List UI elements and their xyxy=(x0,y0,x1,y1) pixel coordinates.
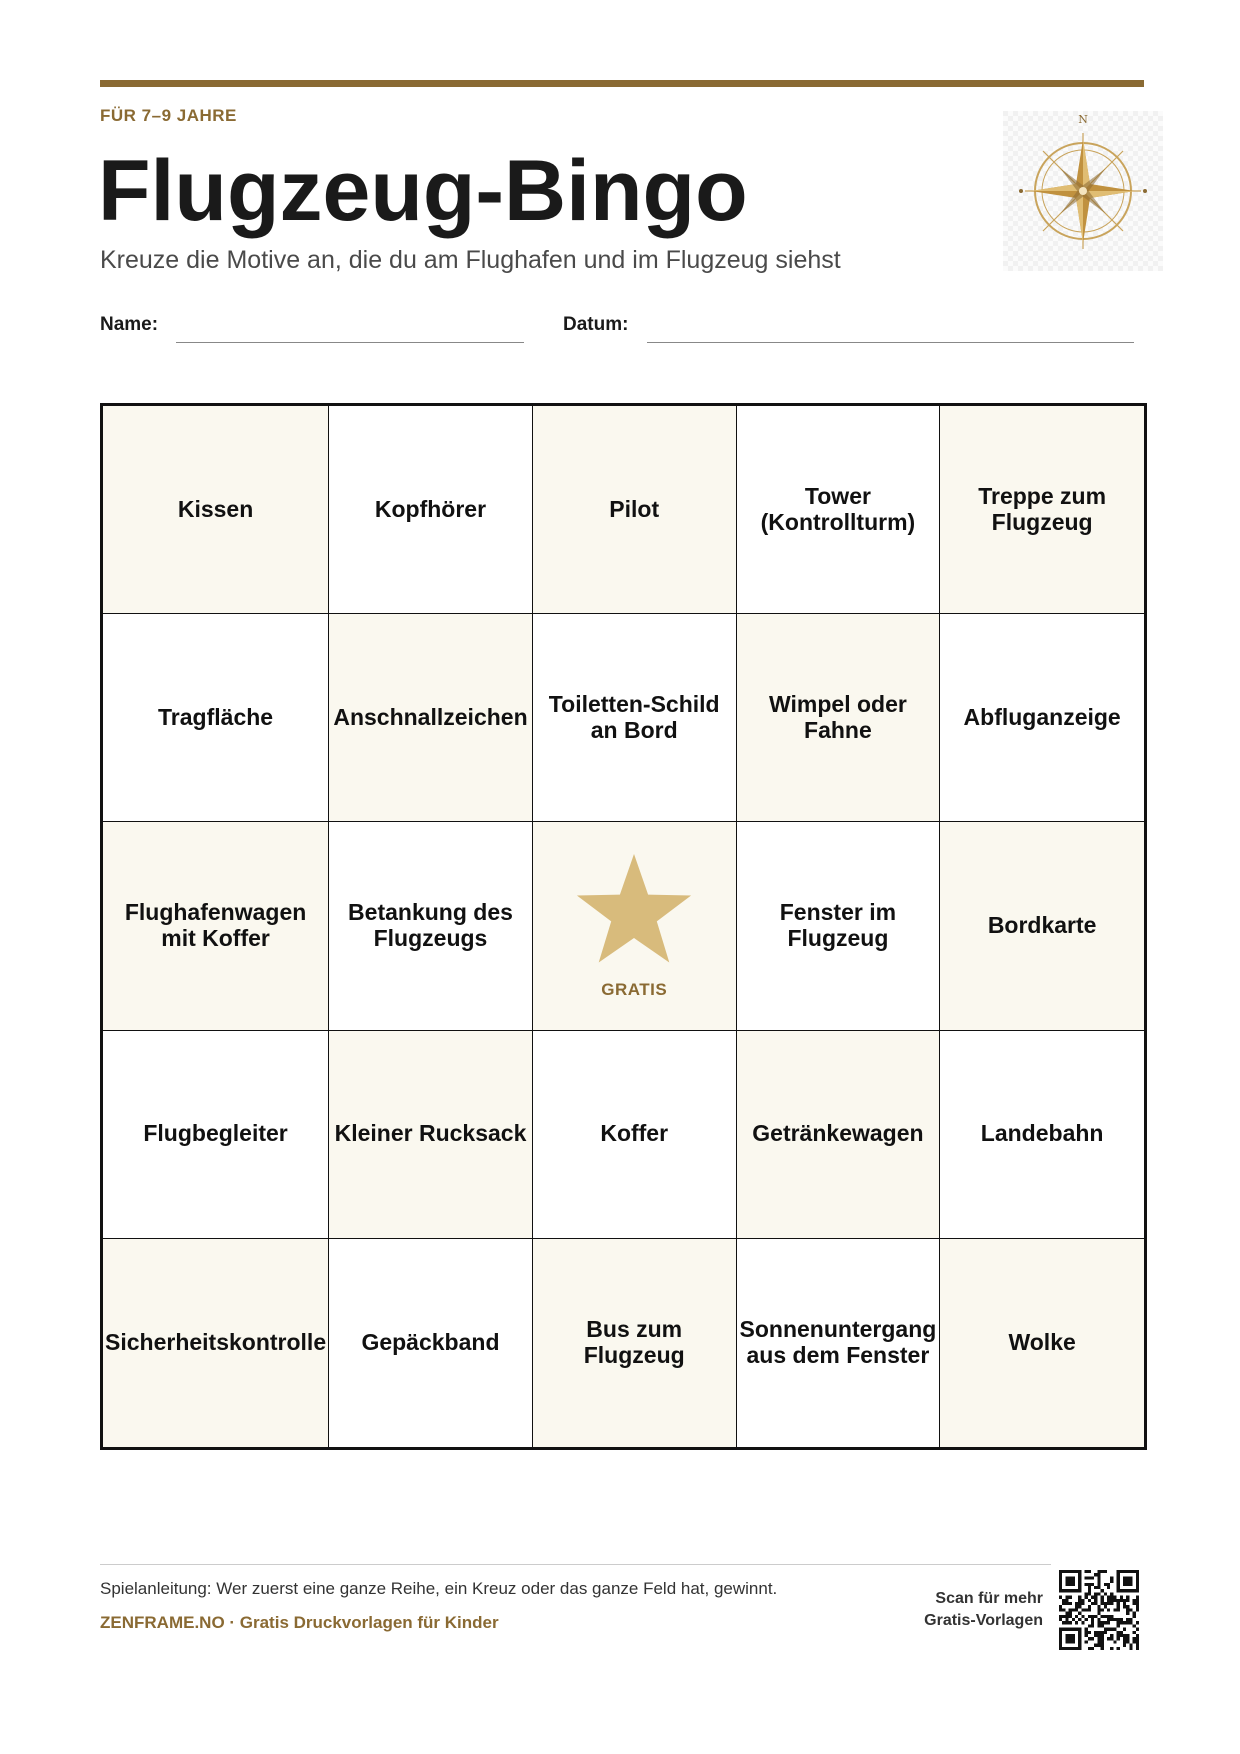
bingo-cell-label: Flugbegleiter xyxy=(143,1120,288,1147)
bingo-cell-label: Getränkewagen xyxy=(752,1120,924,1147)
bingo-cell[interactable] xyxy=(940,1031,1144,1239)
bingo-cell[interactable] xyxy=(940,822,1144,1030)
bingo-cell[interactable] xyxy=(329,406,533,614)
bingo-cell[interactable] xyxy=(737,614,941,822)
bingo-cell-label: Landebahn xyxy=(980,1120,1104,1147)
bingo-cell[interactable] xyxy=(329,822,533,1030)
bingo-cell-label: Fenster im Flugzeug xyxy=(779,899,897,951)
bingo-cell[interactable] xyxy=(737,1239,941,1447)
bingo-cell[interactable] xyxy=(103,406,329,614)
bingo-cell-label: Bus zum Flugzeug xyxy=(583,1316,685,1368)
age-label: FÜR 7–9 JAHRE xyxy=(100,106,237,125)
bingo-cell[interactable] xyxy=(329,1239,533,1447)
compass-north-label: N xyxy=(1078,113,1088,126)
bingo-cell-label: Flughafenwagen mit Koffer xyxy=(124,899,307,951)
bingo-cell-label: Treppe zum Flugzeug xyxy=(978,482,1107,535)
compass-rose-icon xyxy=(1003,111,1163,271)
bingo-cell-label: Anschnallzeichen xyxy=(333,703,528,730)
bingo-cell-label: Kleiner Rucksack xyxy=(334,1120,527,1147)
bingo-cell[interactable] xyxy=(533,614,737,822)
bingo-cell[interactable] xyxy=(737,406,941,614)
bingo-cell-label: Bordkarte xyxy=(987,912,1097,939)
game-instructions: Spielanleitung: Wer zuerst eine ganze Reihe, ein Kreuz oder das ganze Feld hat, gewinnt. xyxy=(100,1579,778,1598)
top-rule xyxy=(100,80,1144,87)
bingo-cell[interactable] xyxy=(940,406,1144,614)
bingo-cell-label: Betankung des Flugzeugs xyxy=(348,899,513,951)
footer-rule xyxy=(100,1564,1051,1565)
bingo-cell[interactable] xyxy=(103,614,329,822)
bingo-cell[interactable] xyxy=(940,1239,1144,1447)
name-label: Name: xyxy=(100,314,159,335)
free-space-cell[interactable] xyxy=(533,822,737,1030)
bingo-cell[interactable] xyxy=(329,1031,533,1239)
scan-hint-line-2: Gratis-Vorlagen xyxy=(924,1612,1043,1630)
date-label: Datum: xyxy=(563,314,629,335)
free-space-label: GRATIS xyxy=(601,980,668,1000)
page-title: Flugzeug-Bingo xyxy=(98,143,748,239)
name-field[interactable] xyxy=(176,342,524,343)
bingo-board xyxy=(100,403,1147,1450)
bingo-cell-label: Sonnenuntergang aus dem Fenster xyxy=(739,1316,937,1368)
bingo-cell-label: Sicherheitskontrolle xyxy=(105,1329,327,1356)
date-field[interactable] xyxy=(647,342,1134,343)
bingo-cell-label: Tower (Kontrollturm) xyxy=(760,482,916,535)
brand-line[interactable]: ZENFRAME.NO · Gratis Druckvorlagen für Kinder xyxy=(100,1613,499,1632)
bingo-cell[interactable] xyxy=(103,822,329,1030)
bingo-cell[interactable] xyxy=(737,1031,941,1239)
bingo-cell[interactable] xyxy=(940,614,1144,822)
bingo-cell-label: Tragfläche xyxy=(158,703,274,730)
bingo-cell-label: Wolke xyxy=(1008,1329,1076,1356)
bingo-cell[interactable] xyxy=(533,1031,737,1239)
bingo-cell-label: Kissen xyxy=(177,495,254,522)
bingo-cell[interactable] xyxy=(737,822,941,1030)
star-icon xyxy=(572,852,696,970)
bingo-cell[interactable] xyxy=(103,1031,329,1239)
bingo-cell-label: Gepäckband xyxy=(361,1329,500,1356)
bingo-cell[interactable] xyxy=(533,406,737,614)
qr-code-icon[interactable] xyxy=(1059,1570,1139,1650)
bingo-cell[interactable] xyxy=(103,1239,329,1447)
bingo-cell-label: Koffer xyxy=(600,1120,669,1147)
bingo-cell-label: Abfluganzeige xyxy=(963,703,1121,730)
page-subtitle: Kreuze die Motive an, die du am Flughafen und im Flugzeug siehst xyxy=(100,246,841,274)
scan-hint xyxy=(900,1588,1043,1633)
bingo-cell-label: Pilot xyxy=(609,495,660,522)
bingo-cell[interactable] xyxy=(533,1239,737,1447)
bingo-cell-label: Wimpel oder Fahne xyxy=(769,691,907,743)
scan-hint-line-1: Scan für mehr xyxy=(935,1590,1043,1607)
bingo-cell[interactable] xyxy=(329,614,533,822)
bingo-cell-label: Kopfhörer xyxy=(374,495,487,522)
bingo-cell-label: Toiletten-Schild an Bord xyxy=(548,691,720,743)
